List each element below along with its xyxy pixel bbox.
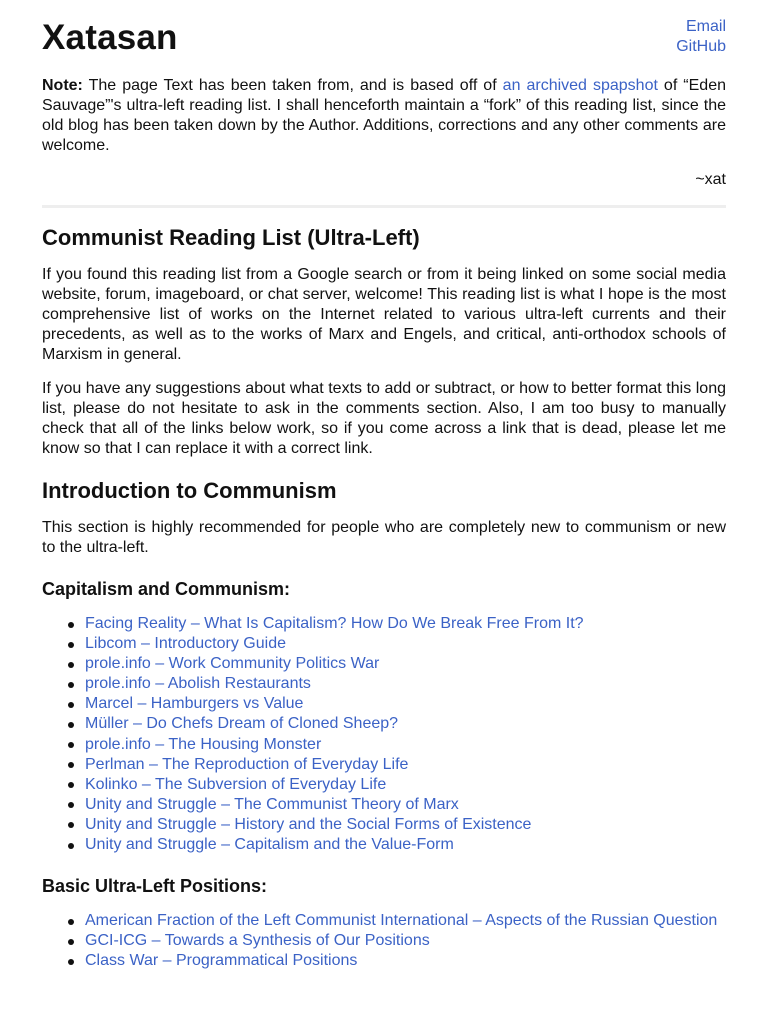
list-item bbox=[85, 931, 726, 951]
note-paragraph bbox=[42, 76, 726, 156]
reading-link[interactable]: Perlman – The Reproduction of Everyday Life bbox=[85, 755, 409, 773]
list-item bbox=[85, 911, 726, 931]
reading-link[interactable]: GCI-ICG – Towards a Synthesis of Our Positions bbox=[85, 932, 430, 950]
list-item bbox=[85, 735, 726, 755]
site-header bbox=[42, 0, 726, 68]
reading-link[interactable]: Facing Reality – What Is Capitalism? How Do We Break Free From It? bbox=[85, 615, 584, 632]
subsection-title-positions: Basic Ultra-Left Positions: bbox=[42, 876, 268, 897]
list-item bbox=[85, 654, 726, 674]
suggestions-paragraph: If you have any suggestions about what texts to add or subtract, or how to better format this long list, please do not hesitate to ask in the comments section. Also, I am too busy to manually check that all of the links below work, so if you come across a link that is dead, please let me know so that I can replace it with a correct link. bbox=[42, 380, 726, 457]
signature: ~xat bbox=[695, 171, 726, 188]
site-title[interactable]: Xatasan bbox=[42, 18, 178, 57]
note-text-after-link: of “Eden Sauvage”'s ultra-left reading list. I shall henceforth maintain a “fork” of this reading list, since the old blog has been taken down by the Author. Additions, corrections and any other comments are welcome. bbox=[42, 77, 726, 154]
positions-reading-list bbox=[42, 911, 726, 971]
page bbox=[42, 0, 726, 971]
reading-link[interactable]: Class War – Programmatical Positions bbox=[85, 952, 358, 970]
list-item bbox=[85, 634, 726, 654]
reading-link[interactable]: prole.info – The Housing Monster bbox=[85, 735, 322, 753]
reading-link[interactable]: Unity and Struggle – Capitalism and the Value-Form bbox=[85, 836, 454, 854]
list-item bbox=[85, 714, 726, 734]
email-link[interactable]: Email bbox=[685, 18, 726, 35]
subsection-title-capitalism: Capitalism and Communism: bbox=[42, 579, 291, 599]
list-item bbox=[85, 614, 726, 634]
intro-paragraph: If you found this reading list from a Google search or from it being linked on some social media website, forum, imageboard, or chat server, welcome! This reading list is what I hope is the most comprehensive list of works on the Internet related to various ultra-left currents and their precedents, as well as to the works of Marx and Engels, and critical, anti-orthodox schools of Marxism in general. bbox=[42, 266, 726, 363]
reading-link[interactable]: Marcel – Hamburgers vs Value bbox=[85, 695, 304, 713]
list-item bbox=[85, 674, 726, 694]
archived-snapshot-link[interactable]: an archived spapshot bbox=[502, 77, 658, 94]
list-item bbox=[85, 775, 726, 795]
reading-link[interactable]: prole.info – Abolish Restaurants bbox=[85, 675, 311, 693]
note-label: Note: bbox=[42, 77, 83, 94]
reading-link[interactable]: prole.info – Work Community Politics War bbox=[85, 655, 380, 673]
section-description: This section is highly recommended for people who are completely new to communism or new to the ultra-left. bbox=[42, 519, 726, 556]
reading-link[interactable]: Unity and Struggle – The Communist Theory of Marx bbox=[85, 795, 459, 813]
list-item bbox=[85, 951, 726, 971]
list-item bbox=[85, 755, 726, 775]
section-title-introduction: Introduction to Communism bbox=[42, 478, 337, 503]
divider bbox=[42, 205, 726, 208]
list-item bbox=[85, 795, 726, 815]
reading-link[interactable]: Müller – Do Chefs Dream of Cloned Sheep? bbox=[85, 715, 399, 733]
capitalism-reading-list bbox=[42, 614, 726, 855]
post-title: Communist Reading List (Ultra-Left) bbox=[42, 225, 420, 250]
reading-link[interactable]: Unity and Struggle – History and the Social Forms of Existence bbox=[85, 815, 532, 833]
reading-link[interactable]: Libcom – Introductory Guide bbox=[85, 635, 286, 653]
note-text-before-link: The page Text has been taken from, and is based off of bbox=[82, 77, 503, 94]
list-item bbox=[85, 694, 726, 714]
site-nav bbox=[676, 17, 726, 57]
reading-link[interactable]: Kolinko – The Subversion of Everyday Life bbox=[85, 775, 387, 793]
reading-link[interactable]: American Fraction of the Left Communist International – Aspects of the Russian Question bbox=[85, 912, 718, 930]
list-item bbox=[85, 835, 726, 855]
github-link[interactable]: GitHub bbox=[676, 38, 726, 55]
list-item bbox=[85, 815, 726, 835]
